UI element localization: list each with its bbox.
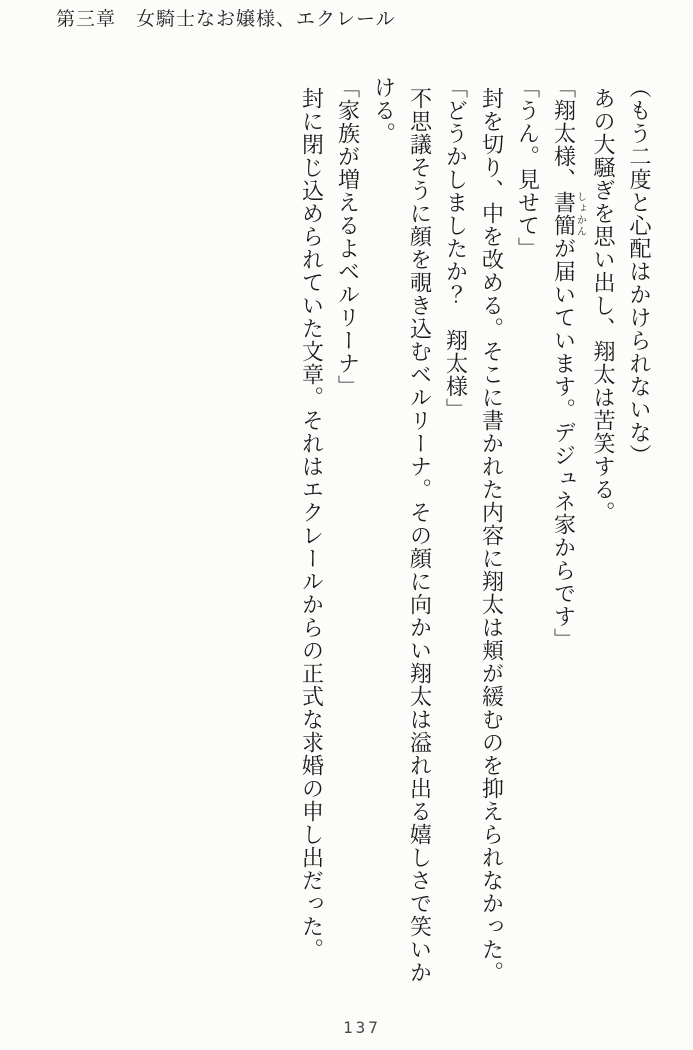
text-run: 「家族が増えるよベルリーナ」 xyxy=(335,76,361,398)
paragraph-line xyxy=(474,76,510,991)
vertical-text-block xyxy=(294,76,658,991)
text-run: （もう二度と心配はかけられないな） xyxy=(627,76,652,467)
chapter-header: 第三章 女騎士なお嬢様、エクレール xyxy=(56,9,396,30)
text-run: 「うん。見せて」 xyxy=(515,76,541,260)
text-run: 「どうかしましたか？ 翔太様」 xyxy=(443,76,469,421)
text-run: あの大騒ぎを思い出し、翔太は苦笑する。 xyxy=(591,87,616,524)
paragraph-line xyxy=(294,76,330,991)
furigana: しょかん xyxy=(574,191,586,237)
paragraph-line xyxy=(330,76,366,991)
page-number: 137 xyxy=(343,1018,381,1037)
paragraph-line xyxy=(438,76,474,991)
text-run: 「翔太様、 xyxy=(551,76,577,191)
paragraph-line xyxy=(621,76,657,991)
paragraph-line xyxy=(366,76,438,991)
paragraph-line xyxy=(546,76,586,991)
paragraph-line xyxy=(510,76,546,991)
text-run: 不思議そうに顔を覗き込むベルリーナ。その顔に向かい翔太は溢れ出る嬉しさで笑いかける。 xyxy=(371,76,433,984)
text-run: 封に閉じ込められていた文章。それはエクレールからの正式な求婚の申し出だった。 xyxy=(299,87,325,961)
ruby-word: 書簡しょかん xyxy=(551,191,586,237)
paragraph-line xyxy=(585,76,621,991)
text-run: 封を切り、中を改める。そこに書かれた内容に翔太は頬が緩むのを抑えられなかった。 xyxy=(479,87,505,984)
text-run: が届いています。デジュネ家からです」 xyxy=(551,237,577,651)
